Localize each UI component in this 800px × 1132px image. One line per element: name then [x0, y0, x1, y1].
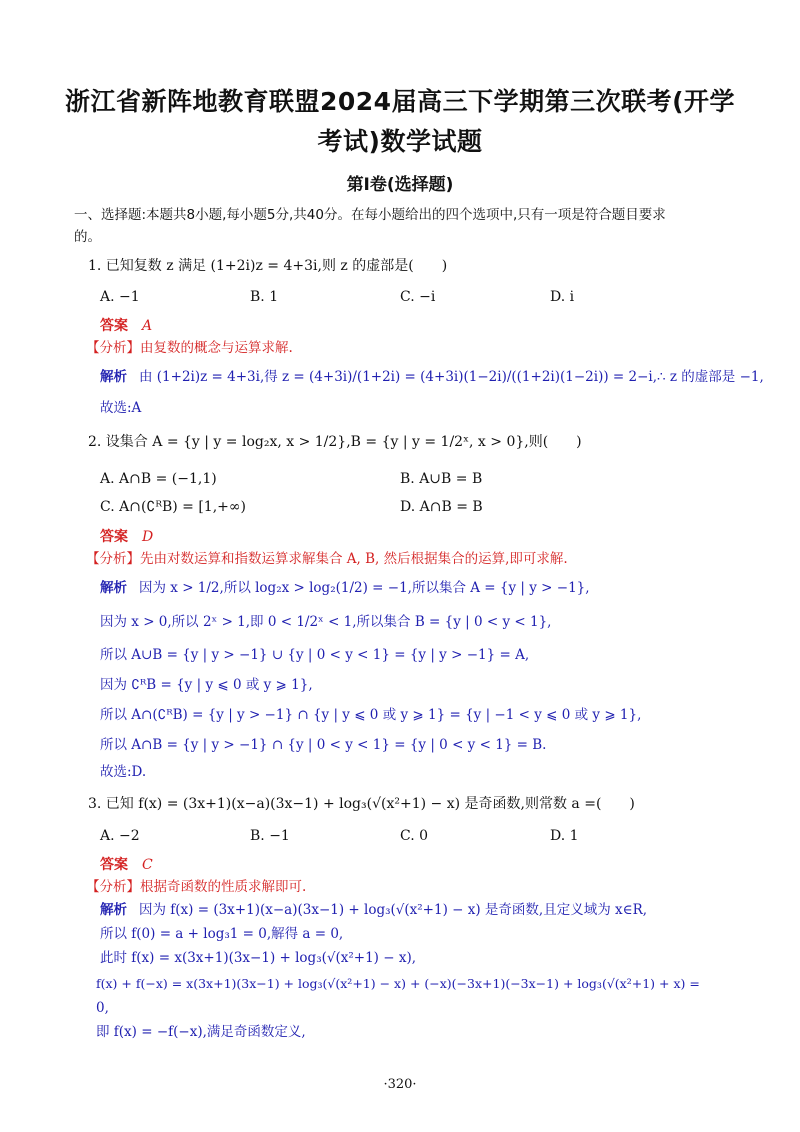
q3-answer-label: 答案 — [100, 857, 128, 873]
page-number: ·320· — [383, 1077, 417, 1092]
q2-answer-label: 答案 — [100, 529, 128, 545]
q2-option-a: A. A∩B = (−1,1) — [100, 471, 217, 487]
q2-option-d: D. A∩B = B — [400, 499, 483, 515]
q2-stem: 2. 设集合 A = {y | y = log₂x, x > 1/2},B = {y | y = 1/2ˣ, x > 0},则( ) — [88, 434, 582, 450]
q2-solution-label: 解析 — [100, 580, 127, 596]
q2-solution-row — [100, 578, 590, 598]
q3-analysis: 【分析】根据奇函数的性质求解即可. — [86, 879, 307, 895]
q2-solution-line-2: 因为 x > 0,所以 2ˣ > 1,即 0 < 1/2ˣ < 1,所以集合 B = {y | 0 < y < 1}, — [100, 614, 552, 630]
q3-solution-line-4: f(x) + f(−x) = x(3x+1)(3x−1) + log₃(√(x²+1) − x) + (−x)(−3x+1)(−3x−1) + log₃(√(x²+1) + x) = — [96, 976, 700, 991]
page-title — [60, 82, 740, 162]
q3-solution-label: 解析 — [100, 902, 127, 918]
q3-solution-line-3: 此时 f(x) = x(3x+1)(3x−1) + log₃(√(x²+1) − x), — [100, 950, 417, 966]
q3-answer-row — [100, 855, 153, 875]
q3-option-d: D. 1 — [550, 828, 579, 844]
instructions-line-1: 一、选择题:本题共8小题,每小题5分,共40分。在每小题给出的四个选项中,只有一项是符合题目要求 — [74, 207, 666, 223]
q2-solution-line-1: 因为 x > 1/2,所以 log₂x > log₂(1/2) = −1,所以集合 A = {y | y > −1}, — [139, 580, 590, 596]
q2-option-c: C. A∩(∁ᴿB) = [1,+∞) — [100, 499, 247, 515]
q3-option-c: C. 0 — [400, 828, 429, 844]
q2-solution-line-3: 所以 A∪B = {y | y > −1} ∪ {y | 0 < y < 1} = {y | y > −1} = A, — [100, 647, 530, 663]
q3-option-b: B. −1 — [250, 828, 290, 844]
q2-solution-line-6: 所以 A∩B = {y | y > −1} ∩ {y | 0 < y < 1} = {y | 0 < y < 1} = B. — [100, 737, 547, 753]
instructions-line-2: 的。 — [74, 229, 101, 245]
q3-stem: 3. 已知 f(x) = (3x+1)(x−a)(3x−1) + log₃(√(x²+1) − x) 是奇函数,则常数 a =( ) — [88, 796, 635, 812]
title-line-1: 浙江省新阵地教育联盟2024届高三下学期第三次联考(开学 — [64, 87, 735, 116]
q1-answer-label: 答案 — [100, 318, 128, 334]
q1-analysis: 【分析】由复数的概念与运算求解. — [86, 340, 293, 356]
q1-solution-row — [100, 367, 764, 387]
q1-option-d: D. i — [550, 289, 575, 305]
section-title: 第I卷(选择题) — [346, 175, 454, 195]
title-line-2: 考试)数学试题 — [317, 127, 483, 156]
q3-solution-line-5: 0, — [96, 1000, 109, 1016]
q3-option-a: A. −2 — [100, 828, 140, 844]
q3-solution-row — [100, 900, 647, 920]
q3-answer: C — [142, 857, 153, 873]
q3-solution-line-2: 所以 f(0) = a + log₃1 = 0,解得 a = 0, — [100, 926, 344, 942]
q2-solution-line-4: 因为 ∁ᴿB = {y | y ⩽ 0 或 y ⩾ 1}, — [100, 677, 313, 693]
q2-answer-row — [100, 527, 153, 547]
q1-conclusion: 故选:A — [100, 400, 142, 416]
q1-solution: 由 (1+2i)z = 4+3i,得 z = (4+3i)/(1+2i) = (4+3i)(1−2i)/((1+2i)(1−2i)) = 2−i,∴ z 的虚部是 −1, — [139, 369, 764, 385]
q1-stem: 1. 已知复数 z 满足 (1+2i)z = 4+3i,则 z 的虚部是( ) — [88, 258, 448, 274]
q3-solution-line-1: 因为 f(x) = (3x+1)(x−a)(3x−1) + log₃(√(x²+1) − x) 是奇函数,且定义域为 x∈R, — [139, 902, 648, 918]
q1-answer-row — [100, 316, 152, 336]
q1-option-a: A. −1 — [100, 289, 140, 305]
q2-option-b: B. A∪B = B — [400, 471, 483, 487]
q2-solution-line-5: 所以 A∩(∁ᴿB) = {y | y > −1} ∩ {y | y ⩽ 0 或 y ⩾ 1} = {y | −1 < y ⩽ 0 或 y ⩾ 1}, — [100, 707, 642, 723]
q2-answer: D — [142, 529, 154, 545]
q2-conclusion: 故选:D. — [100, 764, 147, 780]
q1-option-c: C. −i — [400, 289, 436, 305]
q1-option-b: B. 1 — [250, 289, 279, 305]
q3-solution-line-6: 即 f(x) = −f(−x),满足奇函数定义, — [96, 1024, 306, 1040]
q1-solution-label: 解析 — [100, 369, 127, 385]
q1-answer: A — [142, 318, 153, 334]
q2-analysis: 【分析】先由对数运算和指数运算求解集合 A, B, 然后根据集合的运算,即可求解. — [86, 551, 568, 567]
